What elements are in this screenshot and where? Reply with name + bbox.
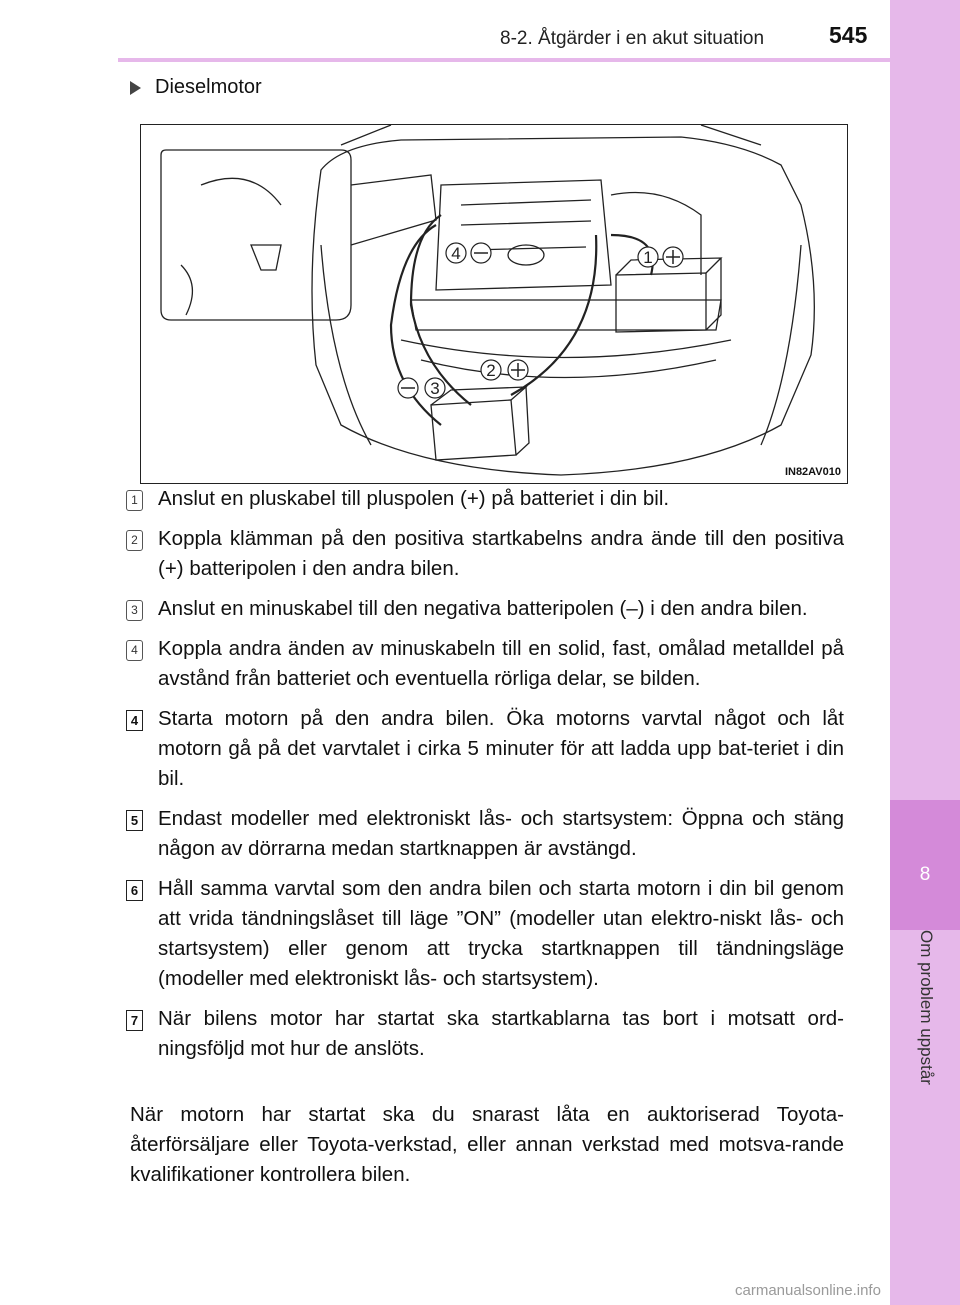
chapter-number-tab bbox=[890, 800, 960, 930]
list-item bbox=[122, 1004, 844, 1064]
list-item bbox=[122, 484, 844, 514]
step-text: Koppla andra änden av minuskabeln till en solid, fast, omålad metalldel på avstånd från batteriet och eventuella rörliga delar, se bilden. bbox=[158, 637, 844, 690]
chapter-label-container bbox=[890, 930, 960, 1180]
step-number-badge: 5 bbox=[126, 810, 143, 831]
page-number: 545 bbox=[829, 22, 868, 48]
section-header-title: 8-2. Åtgärder i en akut situation bbox=[500, 28, 765, 49]
triangle-bullet-icon bbox=[130, 81, 141, 95]
callout-3: 3 bbox=[430, 379, 440, 398]
list-item bbox=[122, 704, 844, 794]
chapter-number: 8 bbox=[919, 864, 931, 885]
list-item bbox=[122, 874, 844, 994]
figure-code: IN82AV010 bbox=[784, 466, 841, 478]
procedure-steps bbox=[122, 484, 844, 1074]
list-item bbox=[122, 634, 844, 694]
header-divider bbox=[118, 58, 890, 62]
engine-bay-drawing bbox=[141, 125, 847, 483]
chapter-label: Om problem uppstår bbox=[917, 930, 936, 1085]
closing-paragraph: När motorn har startat ska du snarast låta en auktoriserad Toyota-återförsäljare eller Toyota-verkstad, eller annan verkstad med motsva-rande kvalifikationer kontrollera bilen. bbox=[130, 1103, 844, 1186]
step-text: Anslut en pluskabel till pluspolen (+) på batteriet i din bil. bbox=[158, 487, 670, 510]
step-text: Håll samma varvtal som den andra bilen och starta motorn i din bil genom att vrida tändningslåset till läge ”ON” (modeller utan elektro-niskt lås- och startsystem) eller genom att trycka startknappen till tändningsläge (modeller med elektroniskt lås- och startsystem). bbox=[158, 877, 844, 990]
callout-1: 1 bbox=[643, 248, 653, 267]
subsection-heading-text: Dieselmotor bbox=[155, 76, 262, 98]
step-number-badge: 7 bbox=[126, 1010, 143, 1031]
callout-4: 4 bbox=[451, 244, 461, 263]
engine-jump-start-illustration bbox=[140, 124, 848, 484]
step-text: Starta motorn på den andra bilen. Öka motorns varvtal något och låt motorn gå på det varvtalet i cirka 5 minuter för att ladda upp bat-teriet i din bil. bbox=[158, 707, 844, 790]
step-badge: 1 bbox=[126, 490, 143, 511]
subsection-heading bbox=[130, 76, 262, 99]
list-item bbox=[122, 804, 844, 864]
step-badge: 3 bbox=[126, 600, 143, 621]
step-badge: 4 bbox=[126, 640, 143, 661]
step-text: När bilens motor har startat ska startkablarna tas bort i motsatt ord-ningsföljd mot hur de anslöts. bbox=[158, 1007, 844, 1060]
list-item bbox=[122, 594, 844, 624]
callout-2: 2 bbox=[486, 361, 496, 380]
step-text: Koppla klämman på den positiva startkabelns andra ände till den positiva (+) batteripolen i den andra bilen. bbox=[158, 527, 844, 580]
step-number-badge: 4 bbox=[126, 710, 143, 731]
step-text: Endast modeller med elektroniskt lås- och startsystem: Öppna och stäng någon av dörrarna medan startknappen är avstängd. bbox=[158, 807, 844, 860]
step-number-badge: 6 bbox=[126, 880, 143, 901]
step-badge: 2 bbox=[126, 530, 143, 551]
watermark: carmanualsonline.info bbox=[735, 1282, 881, 1299]
list-item bbox=[122, 524, 844, 584]
step-text: Anslut en minuskabel till den negativa batteripolen (–) i den andra bilen. bbox=[158, 597, 808, 620]
